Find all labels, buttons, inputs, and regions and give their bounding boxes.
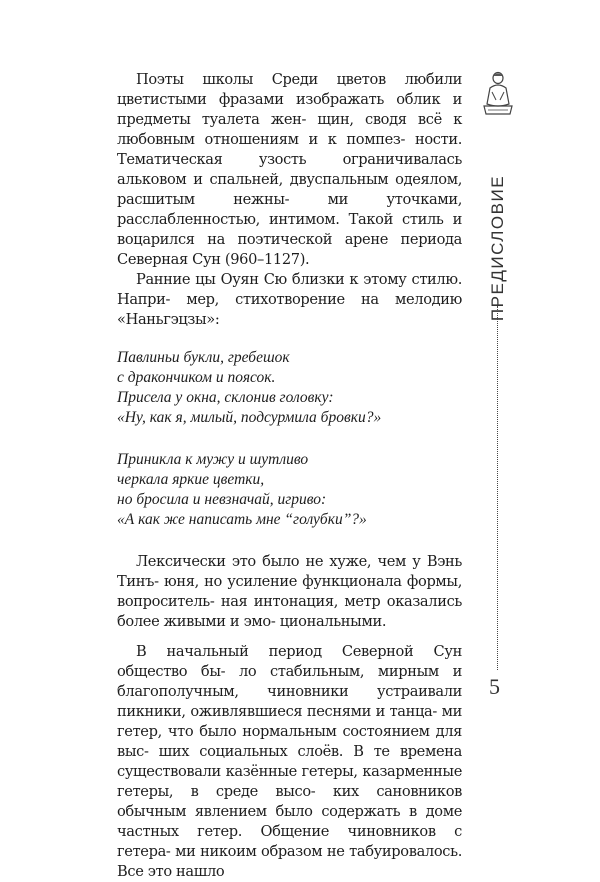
body-text (117, 70, 462, 882)
poem-line: Павлиньи букли, гребешок (117, 349, 290, 366)
text-line: и спальней, двуспальным одеялом, расшитым нежны- (117, 171, 463, 208)
poem (117, 348, 462, 530)
seated-figure-icon (480, 70, 516, 116)
text-line: циональными. (279, 613, 387, 630)
text-line: устраивали пикники, оживлявшиеся песнями и танца- (117, 683, 462, 720)
text-line: Поэты школы Среди цветов любили цветистыми (117, 71, 462, 108)
dotted-rule (497, 306, 498, 670)
text-line: ми уточками, расслабленностью, интимом. Такой стиль (117, 191, 462, 228)
paragraph-2 (117, 270, 462, 330)
poem-stanza-2 (117, 450, 462, 530)
paragraph-4 (117, 642, 462, 882)
poem-stanza-1 (117, 348, 462, 428)
text-line: Ранние цы Оуян Сю близки к этому стилю. Напри- (117, 271, 462, 308)
poem-line: «А как же написать мне “голубки”?» (117, 511, 367, 528)
text-line: и воцарился на поэтической арене периода Северная (117, 211, 462, 268)
text-line: юня, но усиление функционала формы, вопроситель- (117, 573, 462, 610)
running-sidebar (478, 70, 518, 710)
poem-line: Приникла к мужу и шутливо (117, 451, 309, 468)
text-line: ких сановников обычным явлением было содержать (117, 783, 463, 820)
page-number: 5 (489, 674, 500, 699)
poem-line: черкала яркие цветки, (117, 471, 265, 488)
text-line: ности. Тематическая узость ограничивалась альковом (117, 131, 462, 188)
text-line: казённые гетеры, казарменные гетеры, в среде высо- (117, 763, 462, 800)
poem-line: Присела у окна, склонив головку: (117, 389, 334, 406)
text-line: ло стабильным, мирным и благополучным, чиновники (117, 663, 462, 700)
text-line: мер, стихотворение на мелодию «Наньгэцзы»: (117, 291, 462, 328)
text-line: Лексически это было не хуже, чем у Вэнь Тинъ- (117, 553, 462, 590)
section-title: ПРЕДИСЛОВИЕ (488, 174, 507, 322)
text-line: ми гетер, что было нормальным состоянием для выс- (117, 703, 462, 760)
paragraph-1 (117, 70, 462, 270)
text-line: ших социальных слоёв. В те времена существовали (117, 743, 462, 780)
text-line: ная интонация, метр оказались более живыми и эмо- (117, 593, 462, 630)
text-line: Сун (960–1127). (192, 251, 310, 268)
text-line: фразами изображать облик и предметы туалета жен- (117, 91, 462, 128)
text-line: ми никоим образом не табуировалось. Все это нашло (117, 843, 462, 880)
text-line: щин, сводя всё к любовным отношениям и к помпез- (117, 111, 462, 148)
poem-line: но бросила и невзначай, игриво: (117, 491, 327, 508)
poem-line: «Ну, как я, милый, подсурмила бровки?» (117, 409, 382, 426)
text-line: В начальный период Северной Сун общество бы- (117, 643, 462, 680)
paragraph-3 (117, 552, 462, 632)
text-line: в доме частных гетер. Общение чиновников с гетера- (117, 803, 462, 860)
poem-line: с дракончиком и поясок. (117, 369, 276, 386)
